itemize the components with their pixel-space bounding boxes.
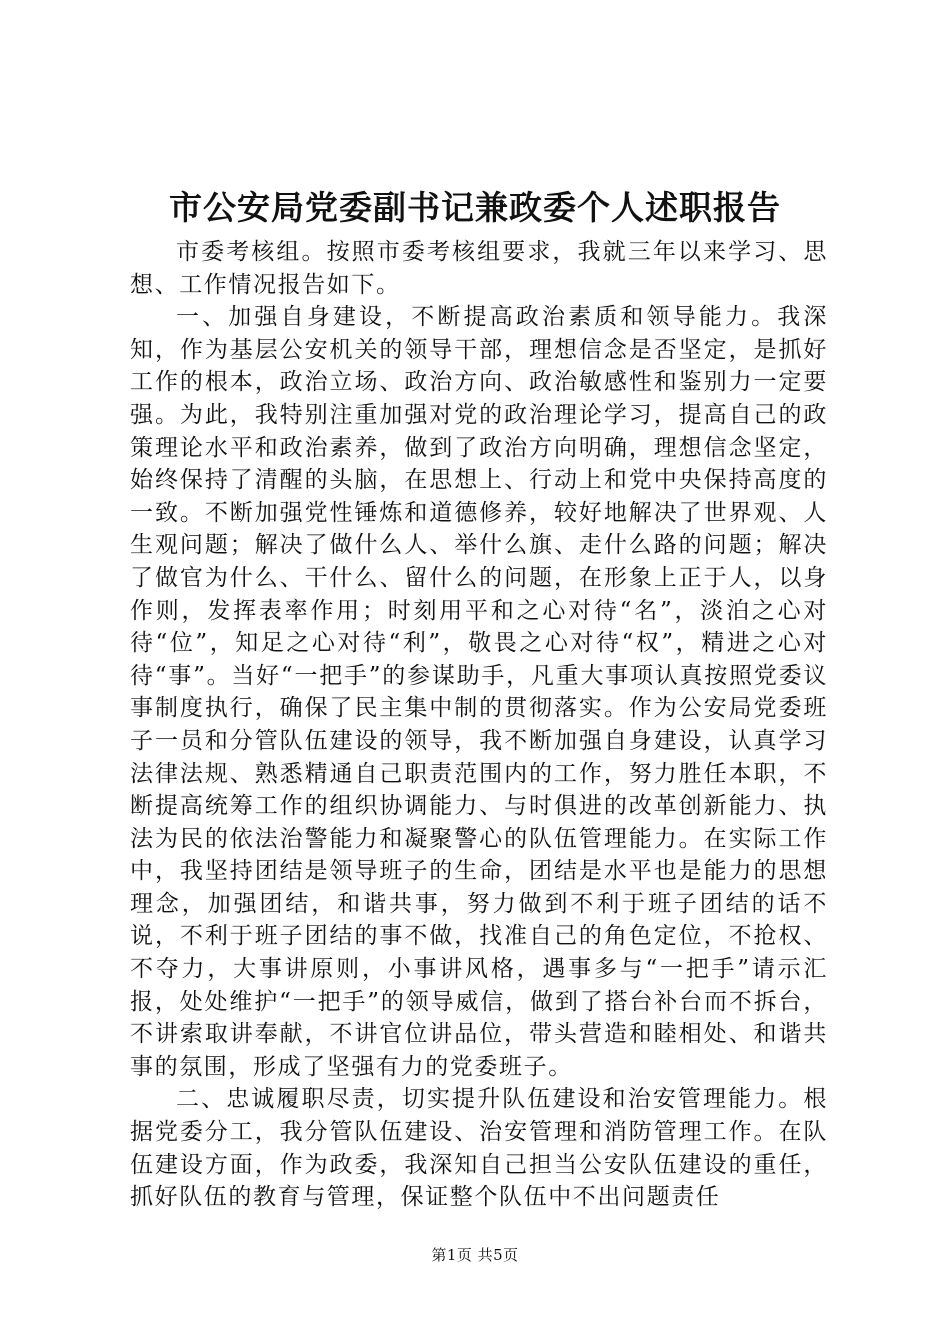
document-title: 市公安局党委副书记兼政委个人述职报告 (169, 188, 781, 227)
paragraph-intro: 市委考核组。按照市委考核组要求，我就三年以来学习、思想、工作情况报告如下。 (130, 239, 828, 298)
paragraph-section-two: 二、忠诚履职尽责，切实提升队伍建设和治安管理能力。根据党委分工，我分管队伍建设、治安管理和消防管理工作。在队伍建设方面，作为政委，我深知自己担当公安队伍建设的重任，抓好队伍的教育与管理，保证整个队伍中不出问题责任 (130, 1086, 828, 1211)
document-body (130, 236, 828, 1214)
paragraph-section-one: 一、加强自身建设，不断提高政治素质和领导能力。我深知，作为基层公安机关的领导干部，理想信念是否坚定，是抓好工作的根本，政治立场、政治方向、政治敏感性和鉴别力一定要强。为此，我特别注重加强对党的政治理论学习，提高自己的政策理论水平和政治素养，做到了政治方向明确，理想信念坚定，始终保持了清醒的头脑，在思想上、行动上和党中央保持高度的一致。不断加强党性锤炼和道德修养，较好地解决了世界观、人生观问题；解决了做什么人、举什么旗、走什么路的问题；解决了做官为什么、干什么、留什么的问题，在形象上正于人，以身作则，发挥表率作用；时刻用平和之心对待“名”，淡泊之心对待“位”，知足之心对待“利”，敬畏之心对待“权”，精进之心对待“事”。当好“一把手”的参谋助手，凡重大事项认真按照党委议事制度执行，确保了民主集中制的贯彻落实。作为公安局党委班子一员和分管队伍建设的领导，我不断加强自身建设，认真学习法律法规、熟悉精通自己职责范围内的工作，努力胜任本职，不断提高统筹工作的组织协调能力、与时俱进的改革创新能力、执法为民的依法治警能力和凝聚警心的队伍管理能力。在实际工作中，我坚持团结是领导班子的生命，团结是水平也是能力的思想理念，加强团结，和谐共事，努力做到不利于班子团结的话不说，不利于班子团结的事不做，找准自己的角色定位，不抢权、不夺力，大事讲原则，小事讲风格，遇事多与“一把手”请示汇报，处处维护“一把手”的领导威信，做到了搭台补台而不拆台，不讲索取讲奉献，不讲官位讲品位，带头营造和睦相处、和谐共事的氛围，形成了坚强有力的党委班子。 (130, 304, 828, 1080)
page-footer: 第1页 共5页 (431, 1246, 519, 1264)
